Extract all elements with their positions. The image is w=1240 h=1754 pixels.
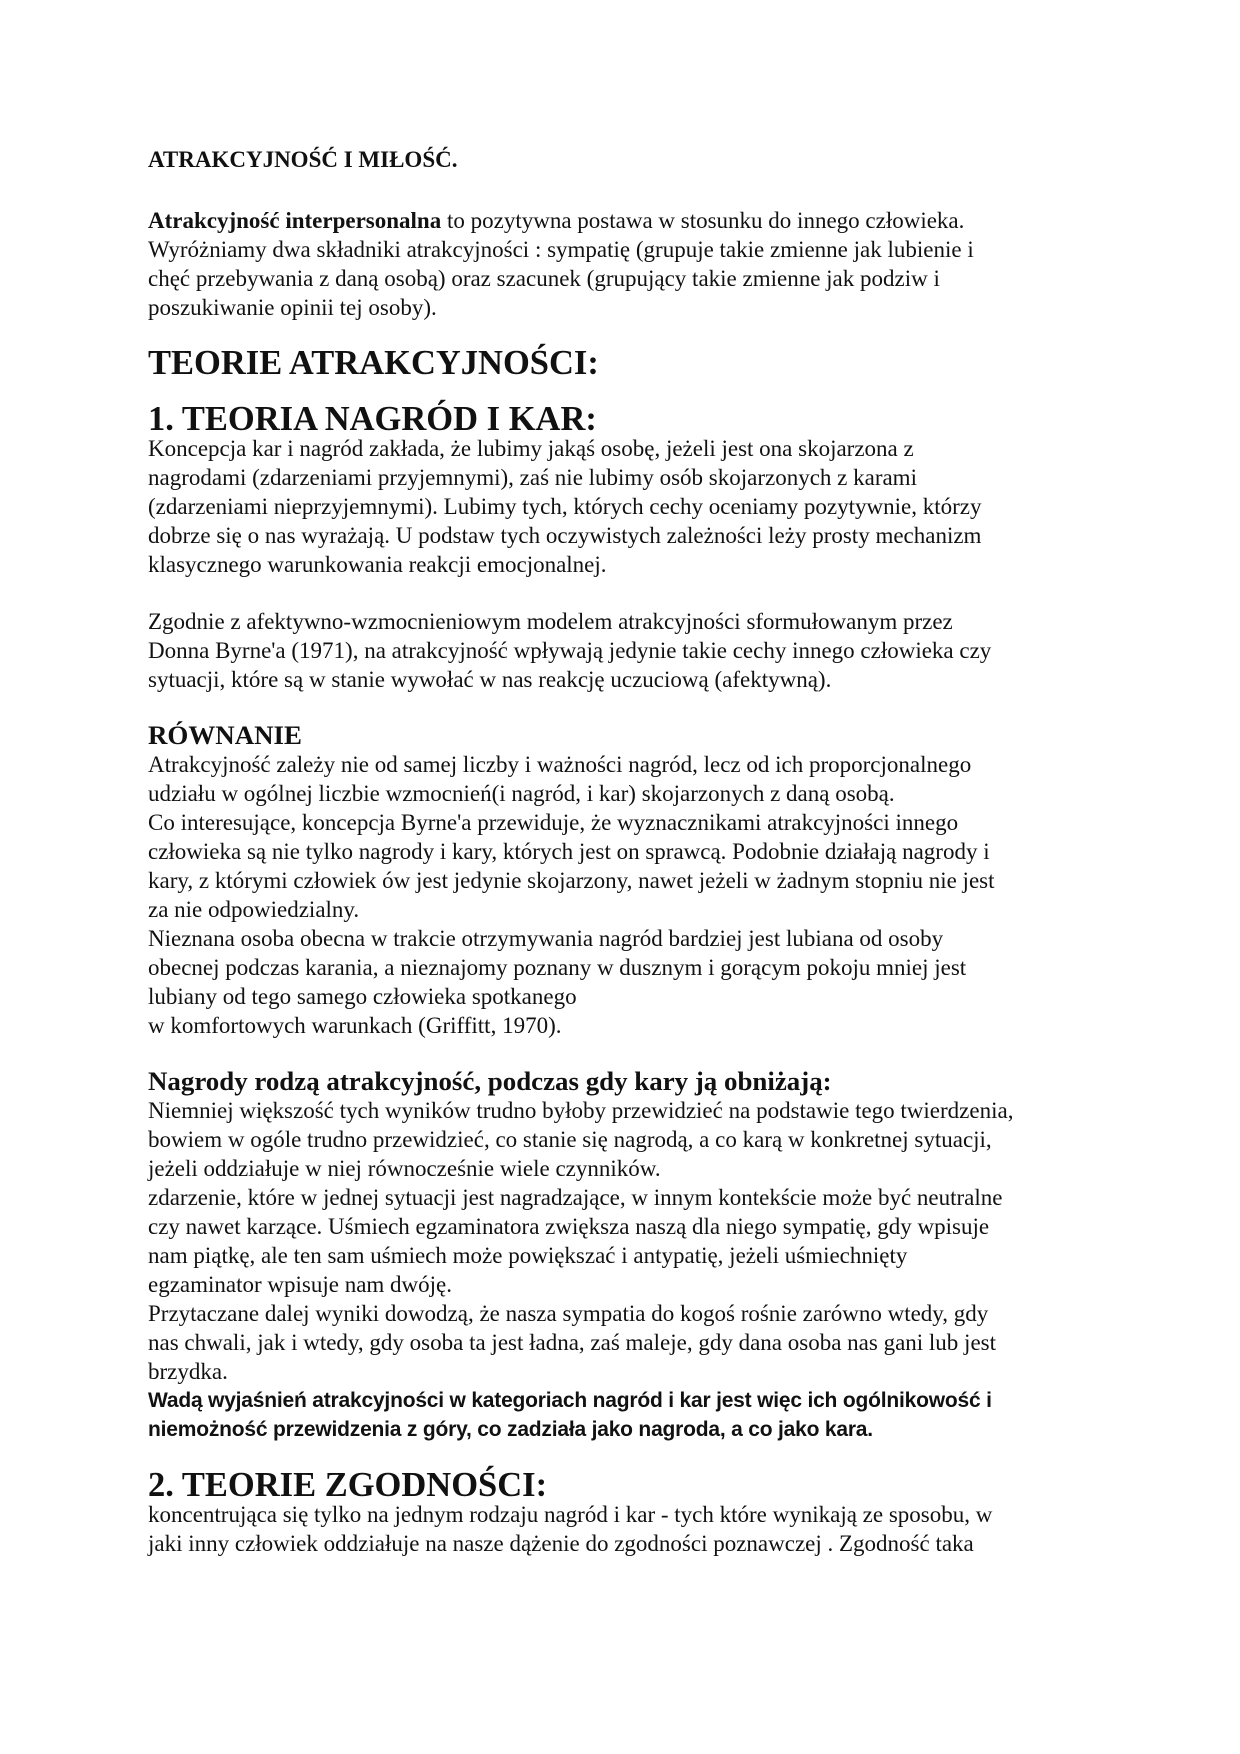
section1-paragraph-3 (148, 750, 1088, 1040)
section2-heading: 2. TEORIE ZGODNOŚCI: (148, 1466, 548, 1504)
paragraph-line: udziału w ogólnej liczbie wzmocnień(i nagród, i kar) skojarzonych z daną osobą. (148, 781, 895, 806)
paragraph-line: Zgodnie z afektywno-wzmocnieniowym modelem atrakcyjności sformułowanym przez (148, 609, 953, 634)
paragraph-line: sytuacji, które są w stanie wywołać w nas reakcję uczuciową (afektywną). (148, 667, 832, 692)
paragraph-line: czy nawet karzące. Uśmiech egzaminatora zwiększa naszą dla niego sympatię, gdy wpisuje (148, 1214, 990, 1239)
paragraph-line: Donna Byrne'a (1971), na atrakcyjność wpływają jedynie takie cechy innego człowieka czy (148, 638, 992, 663)
document-title: ATRAKCYJNOŚĆ I MIŁOŚĆ. (148, 147, 458, 172)
paragraph-line: dobrze się o nas wyrażają. U podstaw tych oczywistych zależności leży prosty mechanizm (148, 523, 982, 548)
section1-heading: 1. TEORIA NAGRÓD I KAR: (148, 400, 597, 438)
paragraph-line: człowieka są nie tylko nagrody i kary, których jest on sprawcą. Podobnie działają nagrody i (148, 839, 990, 864)
intro-line: chęć przebywania z daną osobą) oraz szacunek (grupujący takie zmienne jak podziw i (148, 266, 940, 291)
section1-paragraph-2 (148, 607, 1088, 694)
paragraph-line: Przytaczane dalej wyniki dowodzą, że nasza sympatia do kogoś rośnie zarówno wtedy, gdy (148, 1301, 989, 1326)
paragraph-line: zdarzenie, które w jednej sytuacji jest nagradzające, w innym kontekście może być neutralne (148, 1185, 1003, 1210)
paragraph-line: koncentrująca się tylko na jednym rodzaju nagród i kar - tych które wynikają ze sposobu, w (148, 1502, 993, 1527)
paragraph-line: Atrakcyjność zależy nie od samej liczby i ważności nagród, lecz od ich proporcjonalnego (148, 752, 972, 777)
rewards-heading: Nagrody rodzą atrakcyjność, podczas gdy kary ją obniżają: (148, 1066, 832, 1096)
paragraph-line: nam piątkę, ale ten sam uśmiech może powiększać i antypatię, jeżeli uśmiechnięty (148, 1243, 908, 1268)
paragraph-line: w komfortowych warunkach (Griffitt, 1970). (148, 1013, 562, 1038)
intro-paragraph (148, 206, 1088, 322)
section1-conclusion (148, 1386, 1088, 1444)
paragraph-line: Nieznana osoba obecna w trakcie otrzymywania nagród bardziej jest lubiana od osoby (148, 926, 944, 951)
document-page (148, 145, 1088, 1558)
theories-heading: TEORIE ATRAKCYJNOŚCI: (148, 344, 599, 382)
paragraph-line: (zdarzeniami nieprzyjemnymi). Lubimy tych, których cechy oceniamy pozytywnie, którzy (148, 494, 982, 519)
section1-paragraph-1 (148, 434, 1088, 579)
paragraph-line: Niemniej większość tych wyników trudno byłoby przewidzieć na podstawie tego twierdzenia, (148, 1098, 1014, 1123)
intro-line: poszukiwanie opinii tej osoby). (148, 295, 437, 320)
intro-bold-term: Atrakcyjność interpersonalna (148, 208, 442, 233)
paragraph-line: klasycznego warunkowania reakcji emocjonalnej. (148, 552, 607, 577)
paragraph-line: egzaminator wpisuje nam dwóję. (148, 1272, 453, 1297)
paragraph-line: Koncepcja kar i nagród zakłada, że lubimy jakąś osobę, jeżeli jest ona skojarzona z (148, 436, 914, 461)
conclusion-line: niemożność przewidzenia z góry, co zadziała jako nagroda, a co jako kara. (148, 1418, 873, 1441)
paragraph-line: nas chwali, jak i wtedy, gdy osoba ta jest ładna, zaś maleje, gdy dana osoba nas gani lub jest (148, 1330, 997, 1355)
equation-heading: RÓWNANIE (148, 720, 302, 750)
paragraph-line: nagrodami (zdarzeniami przyjemnymi), zaś nie lubimy osób skojarzonych z karami (148, 465, 917, 490)
intro-first-line-rest: to pozytywna postawa w stosunku do innego człowieka. (441, 208, 965, 233)
paragraph-line: lubiany od tego samego człowieka spotkanego (148, 984, 577, 1009)
paragraph-line: Co interesujące, koncepcja Byrne'a przewiduje, że wyznacznikami atrakcyjności innego (148, 810, 959, 835)
section1-paragraph-4 (148, 1096, 1088, 1386)
paragraph-line: jeżeli oddziałuje w niej równocześnie wiele czynników. (148, 1156, 661, 1181)
paragraph-line: obecnej podczas karania, a nieznajomy poznany w dusznym i gorącym pokoju mniej jest (148, 955, 967, 980)
intro-line (148, 206, 1088, 235)
paragraph-line: kary, z którymi człowiek ów jest jedynie skojarzony, nawet jeżeli w żadnym stopniu nie jest (148, 868, 995, 893)
paragraph-line: za nie odpowiedzialny. (148, 897, 360, 922)
paragraph-line: brzydka. (148, 1359, 228, 1384)
conclusion-line: Wadą wyjaśnień atrakcyjności w kategoriach nagród i kar jest więc ich ogólnikowość i (148, 1389, 992, 1412)
paragraph-line: jaki inny człowiek oddziałuje na nasze dążenie do zgodności poznawczej . Zgodność taka (148, 1531, 974, 1556)
section2-paragraph (148, 1500, 1088, 1558)
intro-line: Wyróżniamy dwa składniki atrakcyjności : sympatię (grupuje takie zmienne jak lubienie i (148, 237, 974, 262)
paragraph-line: bowiem w ogóle trudno przewidzieć, co stanie się nagrodą, a co karą w konkretnej sytuacji, (148, 1127, 992, 1152)
